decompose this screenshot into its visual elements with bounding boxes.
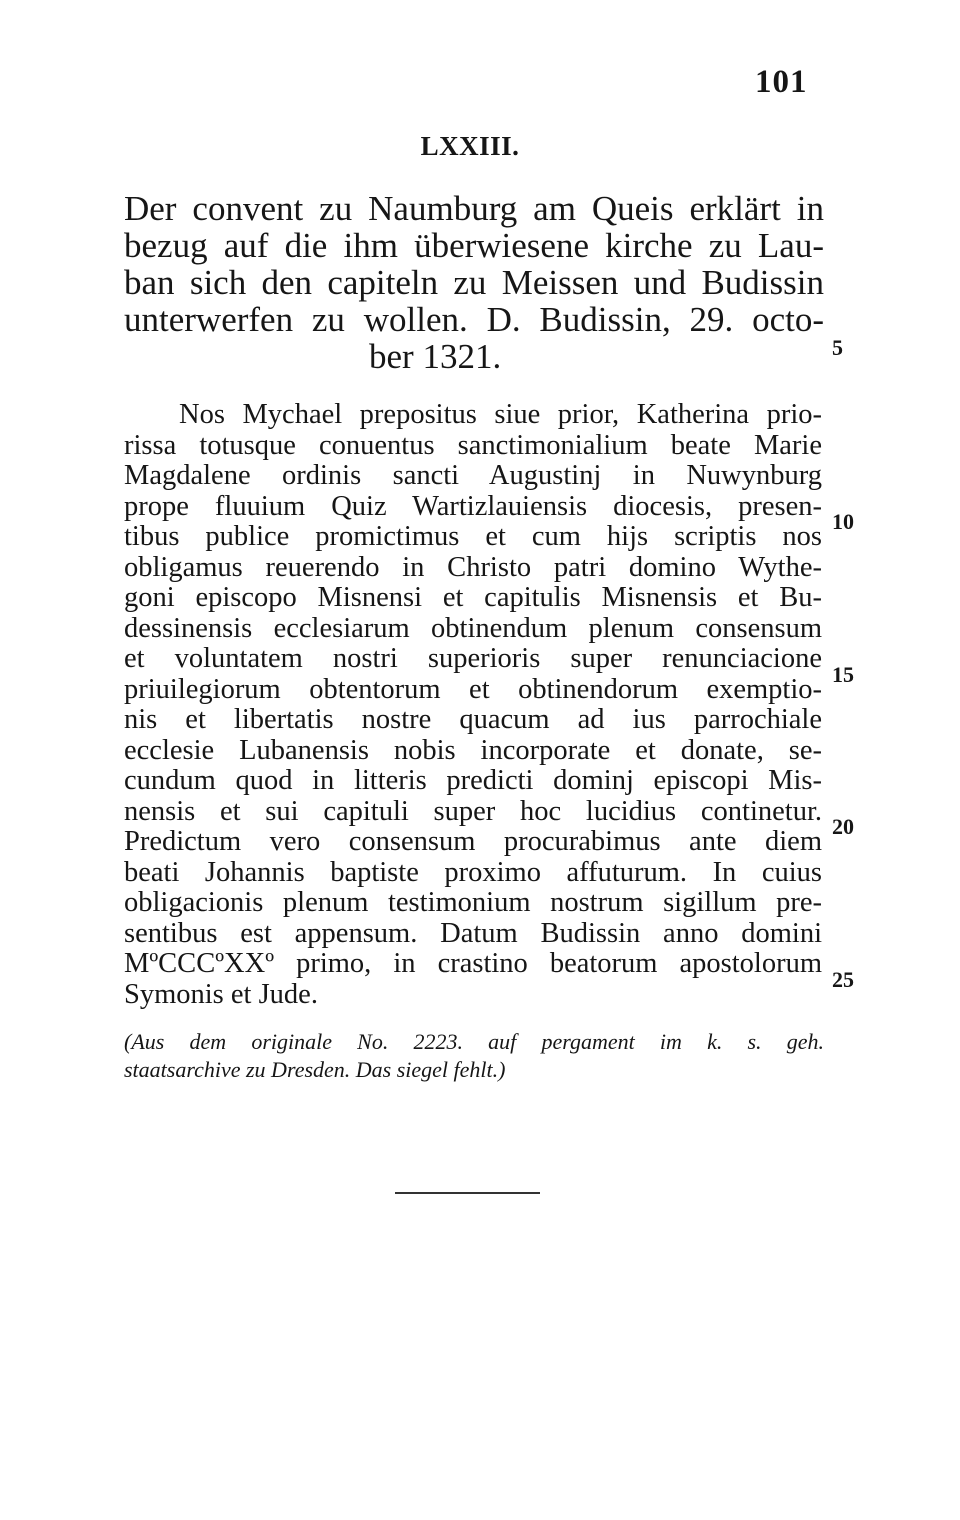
source-note-line: staatsarchive zu Dresden. Das siegel fehlt.)	[124, 1057, 506, 1082]
text-line: tibus publice promictimus et cum hijs scriptis nos	[124, 521, 822, 552]
line-number-5: 5	[832, 335, 843, 360]
source-note	[124, 1028, 824, 1084]
text-line: prope fluuium Quiz Wartizlauiensis diocesis, presen-	[124, 490, 822, 522]
line-number-20: 20	[832, 814, 854, 839]
text-line: Symonis et Jude.	[124, 978, 318, 1010]
end-rule	[395, 1192, 540, 1194]
document-heading	[124, 190, 824, 375]
text-line: sentibus est appensum. Datum Budissin anno domini	[124, 917, 822, 949]
text-line: cundum quod in litteris predicti dominj episcopi Mis-	[124, 765, 822, 796]
text-line: MºCCCºXXº primo, in crastino beatorum apostolorum	[124, 948, 822, 979]
line-number-25: 25	[832, 967, 854, 992]
text-line: beati Johannis baptiste proximo affuturum. In cuius	[124, 856, 822, 888]
line-number-10: 10	[832, 509, 854, 534]
heading-line: unterwerfen zu wollen. D. Budissin, 29. octo-	[124, 300, 824, 339]
text-line: priuilegiorum obtentorum et obtinendorum exemptio-	[124, 673, 822, 705]
text-line: Predictum vero consensum procurabimus ante diem	[124, 826, 822, 857]
heading-line: bezug auf die ihm überwiesene kirche zu Lau-	[124, 226, 824, 265]
text-line: ecclesie Lubanensis nobis incorporate et donate, se-	[124, 734, 822, 766]
heading-line: Der convent zu Naumburg am Queis erklärt in	[124, 189, 824, 228]
source-note-line: (Aus dem originale No. 2223. auf pergament im k. s. geh.	[124, 1029, 824, 1054]
text-line: nensis et sui capituli super hoc lucidius continetur.	[124, 795, 822, 827]
heading-line: ban sich den capiteln zu Meissen und Budissin	[124, 263, 824, 302]
text-line: Magdalene ordinis sancti Augustinj in Nuwynburg	[124, 460, 822, 491]
charter-text	[124, 400, 822, 1010]
heading-line: ber 1321.	[369, 337, 502, 376]
text-line: goni episcopo Misnensi et capitulis Misnensis et Bu-	[124, 582, 822, 613]
line-number-15: 15	[832, 662, 854, 687]
text-line: obligacionis plenum testimonium nostrum sigillum pre-	[124, 887, 822, 918]
text-line: nis et libertatis nostre quacum ad ius parrochiale	[124, 704, 822, 735]
page-number: 101	[755, 64, 808, 100]
text-line: obligamus reuerendo in Christo patri domino Wythe-	[124, 551, 822, 583]
text-line: rissa totusque conuentus sanctimonialium beate Marie	[124, 429, 822, 461]
text-line: et voluntatem nostri superioris super renunciacione	[124, 643, 822, 674]
document-number: LXXIII.	[420, 131, 520, 161]
text-line: Nos Mychael prepositus siue prior, Katherina prio-	[179, 399, 822, 430]
text-line: dessinensis ecclesiarum obtinendum plenum consensum	[124, 612, 822, 644]
